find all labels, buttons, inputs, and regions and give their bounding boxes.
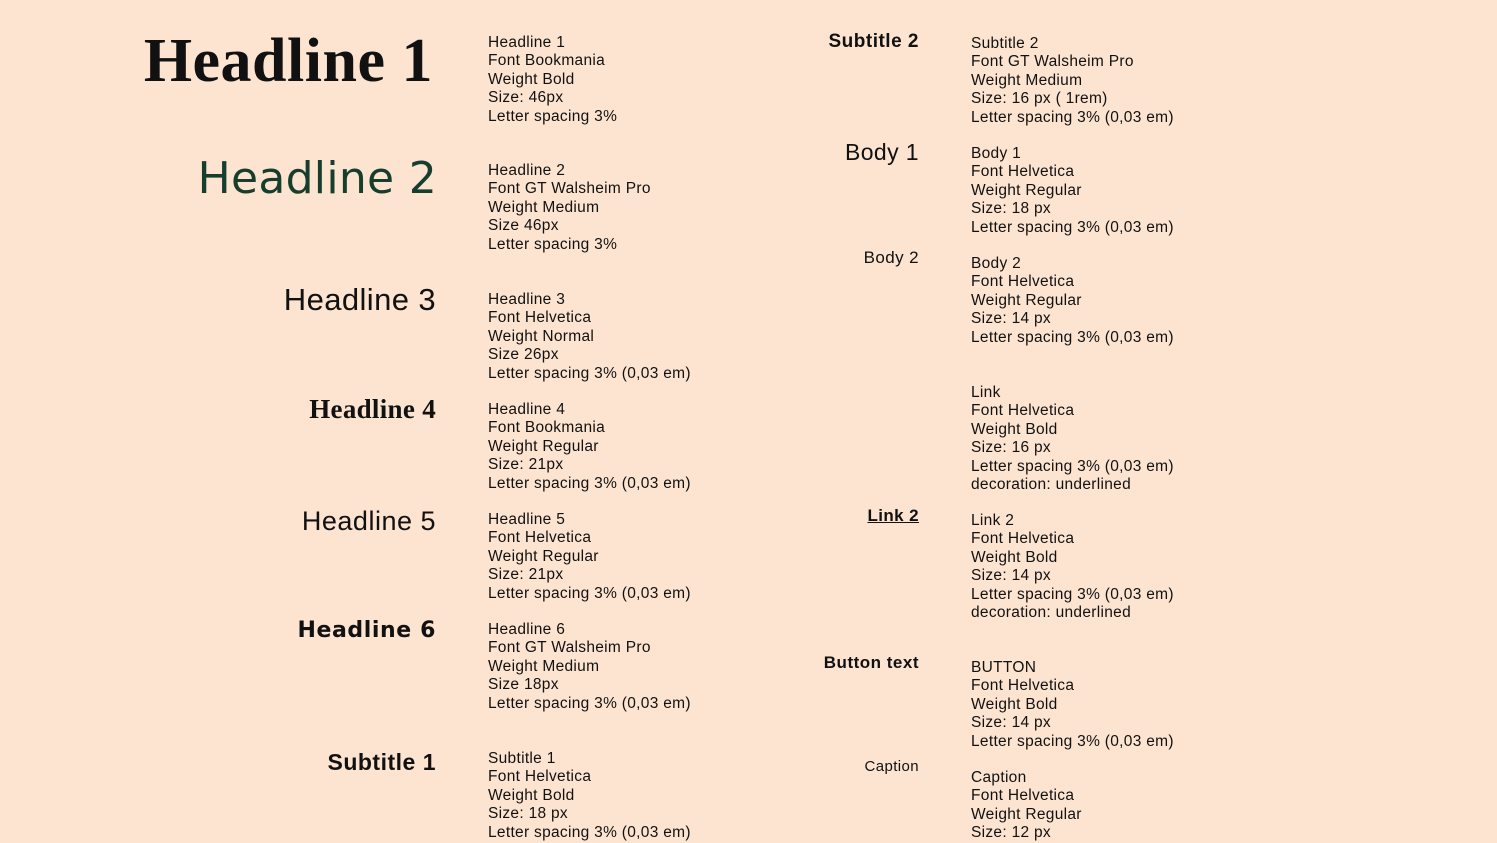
spec-line: Weight Bold [488,70,575,88]
spec-line: Letter spacing 3% [488,107,618,125]
spec-line: Headline 4 [488,401,566,418]
spec-line: Letter spacing 3% (0,03 em) [971,732,1174,750]
headline-1-spec [488,34,617,126]
headline-5-spec [488,511,691,603]
link-spec [971,384,1174,494]
subtitle-2-spec [971,35,1174,127]
spec-line: Font Helvetica [971,787,1075,805]
spec-line: Size: 16 px ( 1rem) [971,90,1108,108]
spec-line: Font Helvetica [488,309,592,327]
headline-4-sample: Headline 4 [309,394,436,424]
spec-line: Weight Medium [971,71,1083,89]
spec-line: Subtitle 2 [971,35,1039,52]
spec-line: Letter spacing 3% (0,03 em) [971,108,1174,126]
spec-line: Headline 2 [488,162,566,179]
spec-line: Size: 21px [488,566,564,584]
spec-line: BUTTON [971,659,1037,676]
caption-spec [971,769,1082,843]
spec-line: Headline 1 [488,34,566,51]
spec-line: Font GT Walsheim Pro [488,639,651,657]
spec-line: Size 18px [488,676,559,694]
headline-5-sample: Headline 5 [301,506,436,536]
spec-line: Font Helvetica [971,402,1075,420]
headline-2-spec [488,162,651,254]
body-2-spec [971,255,1174,347]
spec-line: Font GT Walsheim Pro [488,180,651,198]
headline-6-sample: Headline 6 [297,618,436,643]
button-spec [971,659,1174,751]
spec-line: Weight Bold [971,695,1058,713]
link-2-sample[interactable]: Link 2 [867,506,919,525]
spec-line: Letter spacing 3% (0,03 em) [488,364,691,382]
link-2-spec [971,512,1174,622]
spec-line: Font Bookmania [488,419,606,437]
spec-line: Letter spacing 3% (0,03 em) [488,584,691,602]
button-text-sample: Button text [823,653,919,672]
spec-line: Size 46px [488,217,559,235]
spec-line: Weight Bold [488,786,575,804]
spec-line: Weight Bold [971,548,1058,566]
spec-line: Font Bookmania [488,52,606,70]
spec-line: Font Helvetica [488,768,592,786]
spec-line: Weight Regular [488,437,599,455]
spec-line: Weight Normal [488,327,595,345]
spec-line: Size 26px [488,346,559,364]
spec-line: Letter spacing 3% (0,03 em) [971,585,1174,603]
spec-line: Font Helvetica [971,163,1075,181]
spec-line: Letter spacing 3% (0,03 em) [971,457,1174,475]
headline-1-sample: Headline 1 [143,27,433,95]
spec-line: Body 2 [971,255,1022,272]
subtitle-1-spec [488,750,691,842]
spec-line: Body 1 [971,145,1022,162]
subtitle-1-sample: Subtitle 1 [327,749,436,775]
spec-line: Caption [971,769,1027,786]
spec-line: Weight Regular [971,181,1082,199]
body-1-spec [971,145,1174,237]
spec-line: Letter spacing 3% (0,03 em) [488,823,691,841]
spec-line: Size: 12 px [971,824,1051,842]
spec-line: Weight Regular [971,291,1082,309]
subtitle-2-sample: Subtitle 2 [828,31,919,52]
spec-line: Weight Medium [488,657,600,675]
caption-sample: Caption [864,758,919,775]
spec-line: Weight Regular [971,805,1082,823]
body-2-sample: Body 2 [863,248,919,267]
headline-6-spec [488,621,691,713]
spec-line: Font Helvetica [488,529,592,547]
spec-line: Font Helvetica [971,677,1075,695]
spec-line: Size: 14 px [971,567,1051,585]
spec-line: decoration: underlined [971,475,1131,493]
headline-4-spec [488,401,691,493]
spec-line: Size: 14 px [971,714,1051,732]
spec-line: Size: 46px [488,89,564,107]
spec-line: Letter spacing 3% (0,03 em) [971,218,1174,236]
spec-line: Weight Bold [971,420,1058,438]
spec-line: decoration: underlined [971,603,1131,621]
spec-line: Letter spacing 3% (0,03 em) [488,474,691,492]
spec-line: Letter spacing 3% (0,03 em) [488,694,691,712]
spec-line: Headline 6 [488,621,566,638]
body-1-sample: Body 1 [844,139,919,165]
spec-line: Letter spacing 3% [488,235,618,253]
spec-line: Font Helvetica [971,273,1075,291]
spec-line: Subtitle 1 [488,750,556,767]
spec-line: Size: 21px [488,456,564,474]
spec-line: Headline 5 [488,511,566,528]
headline-3-sample: Headline 3 [283,282,436,317]
spec-line: Letter spacing 3% (0,03 em) [971,328,1174,346]
spec-line: Font Helvetica [971,530,1075,548]
spec-line: Headline 3 [488,291,566,308]
headline-2-sample: Headline 2 [197,153,437,204]
spec-line: Link [971,384,1001,401]
headline-3-spec [488,291,691,383]
spec-line: Font GT Walsheim Pro [971,53,1134,71]
spec-line: Size: 16 px [971,439,1051,457]
spec-line: Weight Regular [488,547,599,565]
spec-line: Size: 14 px [971,310,1051,328]
spec-line: Link 2 [971,512,1015,529]
spec-line: Size: 18 px [971,200,1051,218]
spec-line: Weight Medium [488,198,600,216]
spec-line: Size: 18 px [488,805,568,823]
